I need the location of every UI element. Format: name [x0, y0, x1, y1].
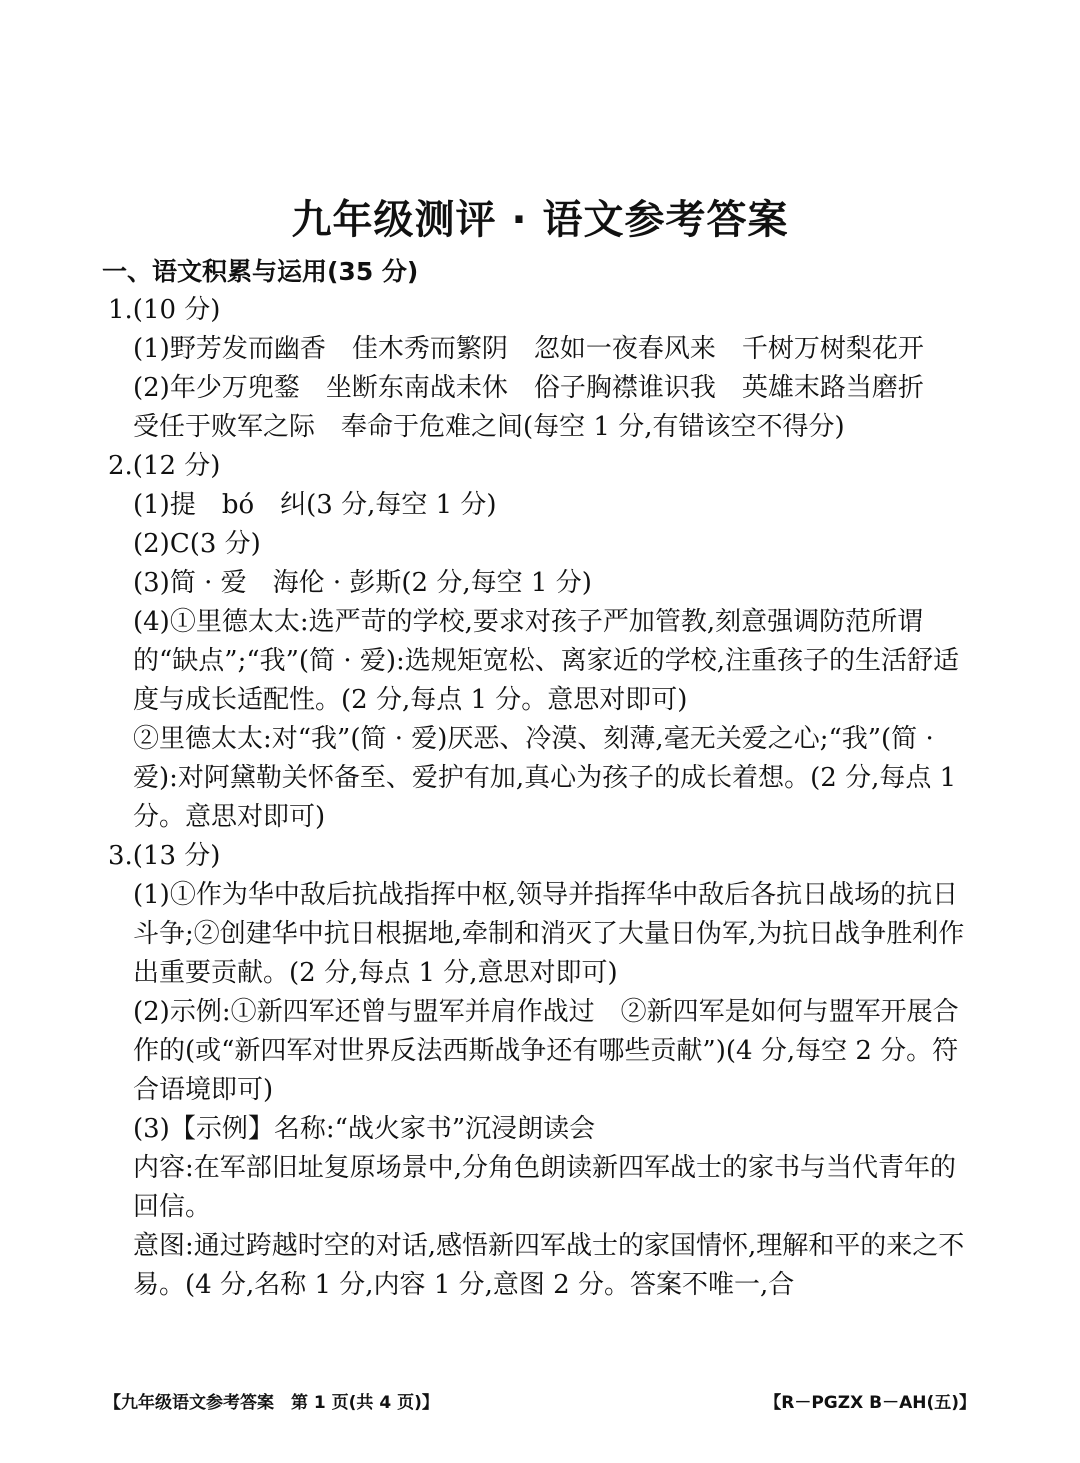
- question-2-answer-4: (4)①里德太太:选严苛的学校,要求对孩子严加管教,刻意强调防范所谓的“缺点”;“我”(简 · 爱):选规矩宽松、离家近的学校,注重孩子的生活舒适度与成长适配性。(2 分,每点 1 分。意思对即可): [133, 607, 960, 715]
- question-1-answer-2: (2)年少万兜鍪 坐断东南战未休 俗子胸襟谁识我 英雄末路当磨折 受任于败军之际 奉命于危难之间(每空 1 分,有错该空不得分): [133, 373, 950, 442]
- answer-content: [102, 252, 988, 1305]
- question-3-answer-3: (3)【示例】名称:“战火家书”沉浸朗读会: [133, 1114, 596, 1144]
- question-2-answer-1: (1)提 bó 纠(3 分,每空 1 分): [133, 490, 497, 520]
- question-1-label: 1.(10 分): [108, 295, 221, 325]
- question-2-answer-2: (2)C(3 分): [133, 529, 261, 559]
- question-1-answer-1: (1)野芳发而幽香 佳木秀而繁阴 忽如一夜春风来 千树万树梨花开: [133, 334, 924, 364]
- question-3-answer-5: 意图:通过跨越时空的对话,感悟新四军战士的家国情怀,理解和平的来之不易。(4 分,名称 1 分,内容 1 分,意图 2 分。答案不唯一,合: [133, 1231, 965, 1300]
- question-3-answer-4: 内容:在军部旧址复原场景中,分角色朗读新四军战士的家书与当代青年的回信。: [133, 1153, 957, 1222]
- section-heading: 一、语文积累与运用(35 分): [102, 257, 419, 286]
- page-title: 九年级测评 · 语文参考答案: [291, 197, 789, 243]
- question-3-answer-1: (1)①作为华中敌后抗战指挥中枢,领导并指挥华中敌后各抗日战场的抗日斗争;②创建华中抗日根据地,牵制和消灭了大量日伪军,为抗日战争胜利作出重要贡献。(2 分,每点 1 分,意思对即可): [133, 880, 965, 988]
- question-2-answer-3: (3)简 · 爱 海伦 · 彭斯(2 分,每空 1 分): [133, 568, 592, 598]
- question-3-answer-2: (2)示例:①新四军还曾与盟军并肩作战过 ②新四军是如何与盟军开展合作的(或“新四军对世界反法西斯战争还有哪些贡献”)(4 分,每空 2 分。符合语境即可): [133, 997, 959, 1105]
- footer-paper-code: 【R－PGZX B－AH(五)】: [764, 1393, 976, 1413]
- question-2-answer-5: ②里德太太:对“我”(简 · 爱)厌恶、冷漠、刻薄,毫无关爱之心;“我”(简 · 爱):对阿黛勒关怀备至、爱护有加,真心为孩子的成长着想。(2 分,每点 1 分。意思对即可): [133, 724, 957, 832]
- question-3-label: 3.(13 分): [108, 841, 221, 871]
- footer-page-info: 【九年级语文参考答案 第 1 页(共 4 页)】: [104, 1393, 439, 1413]
- question-2-label: 2.(12 分): [108, 451, 221, 481]
